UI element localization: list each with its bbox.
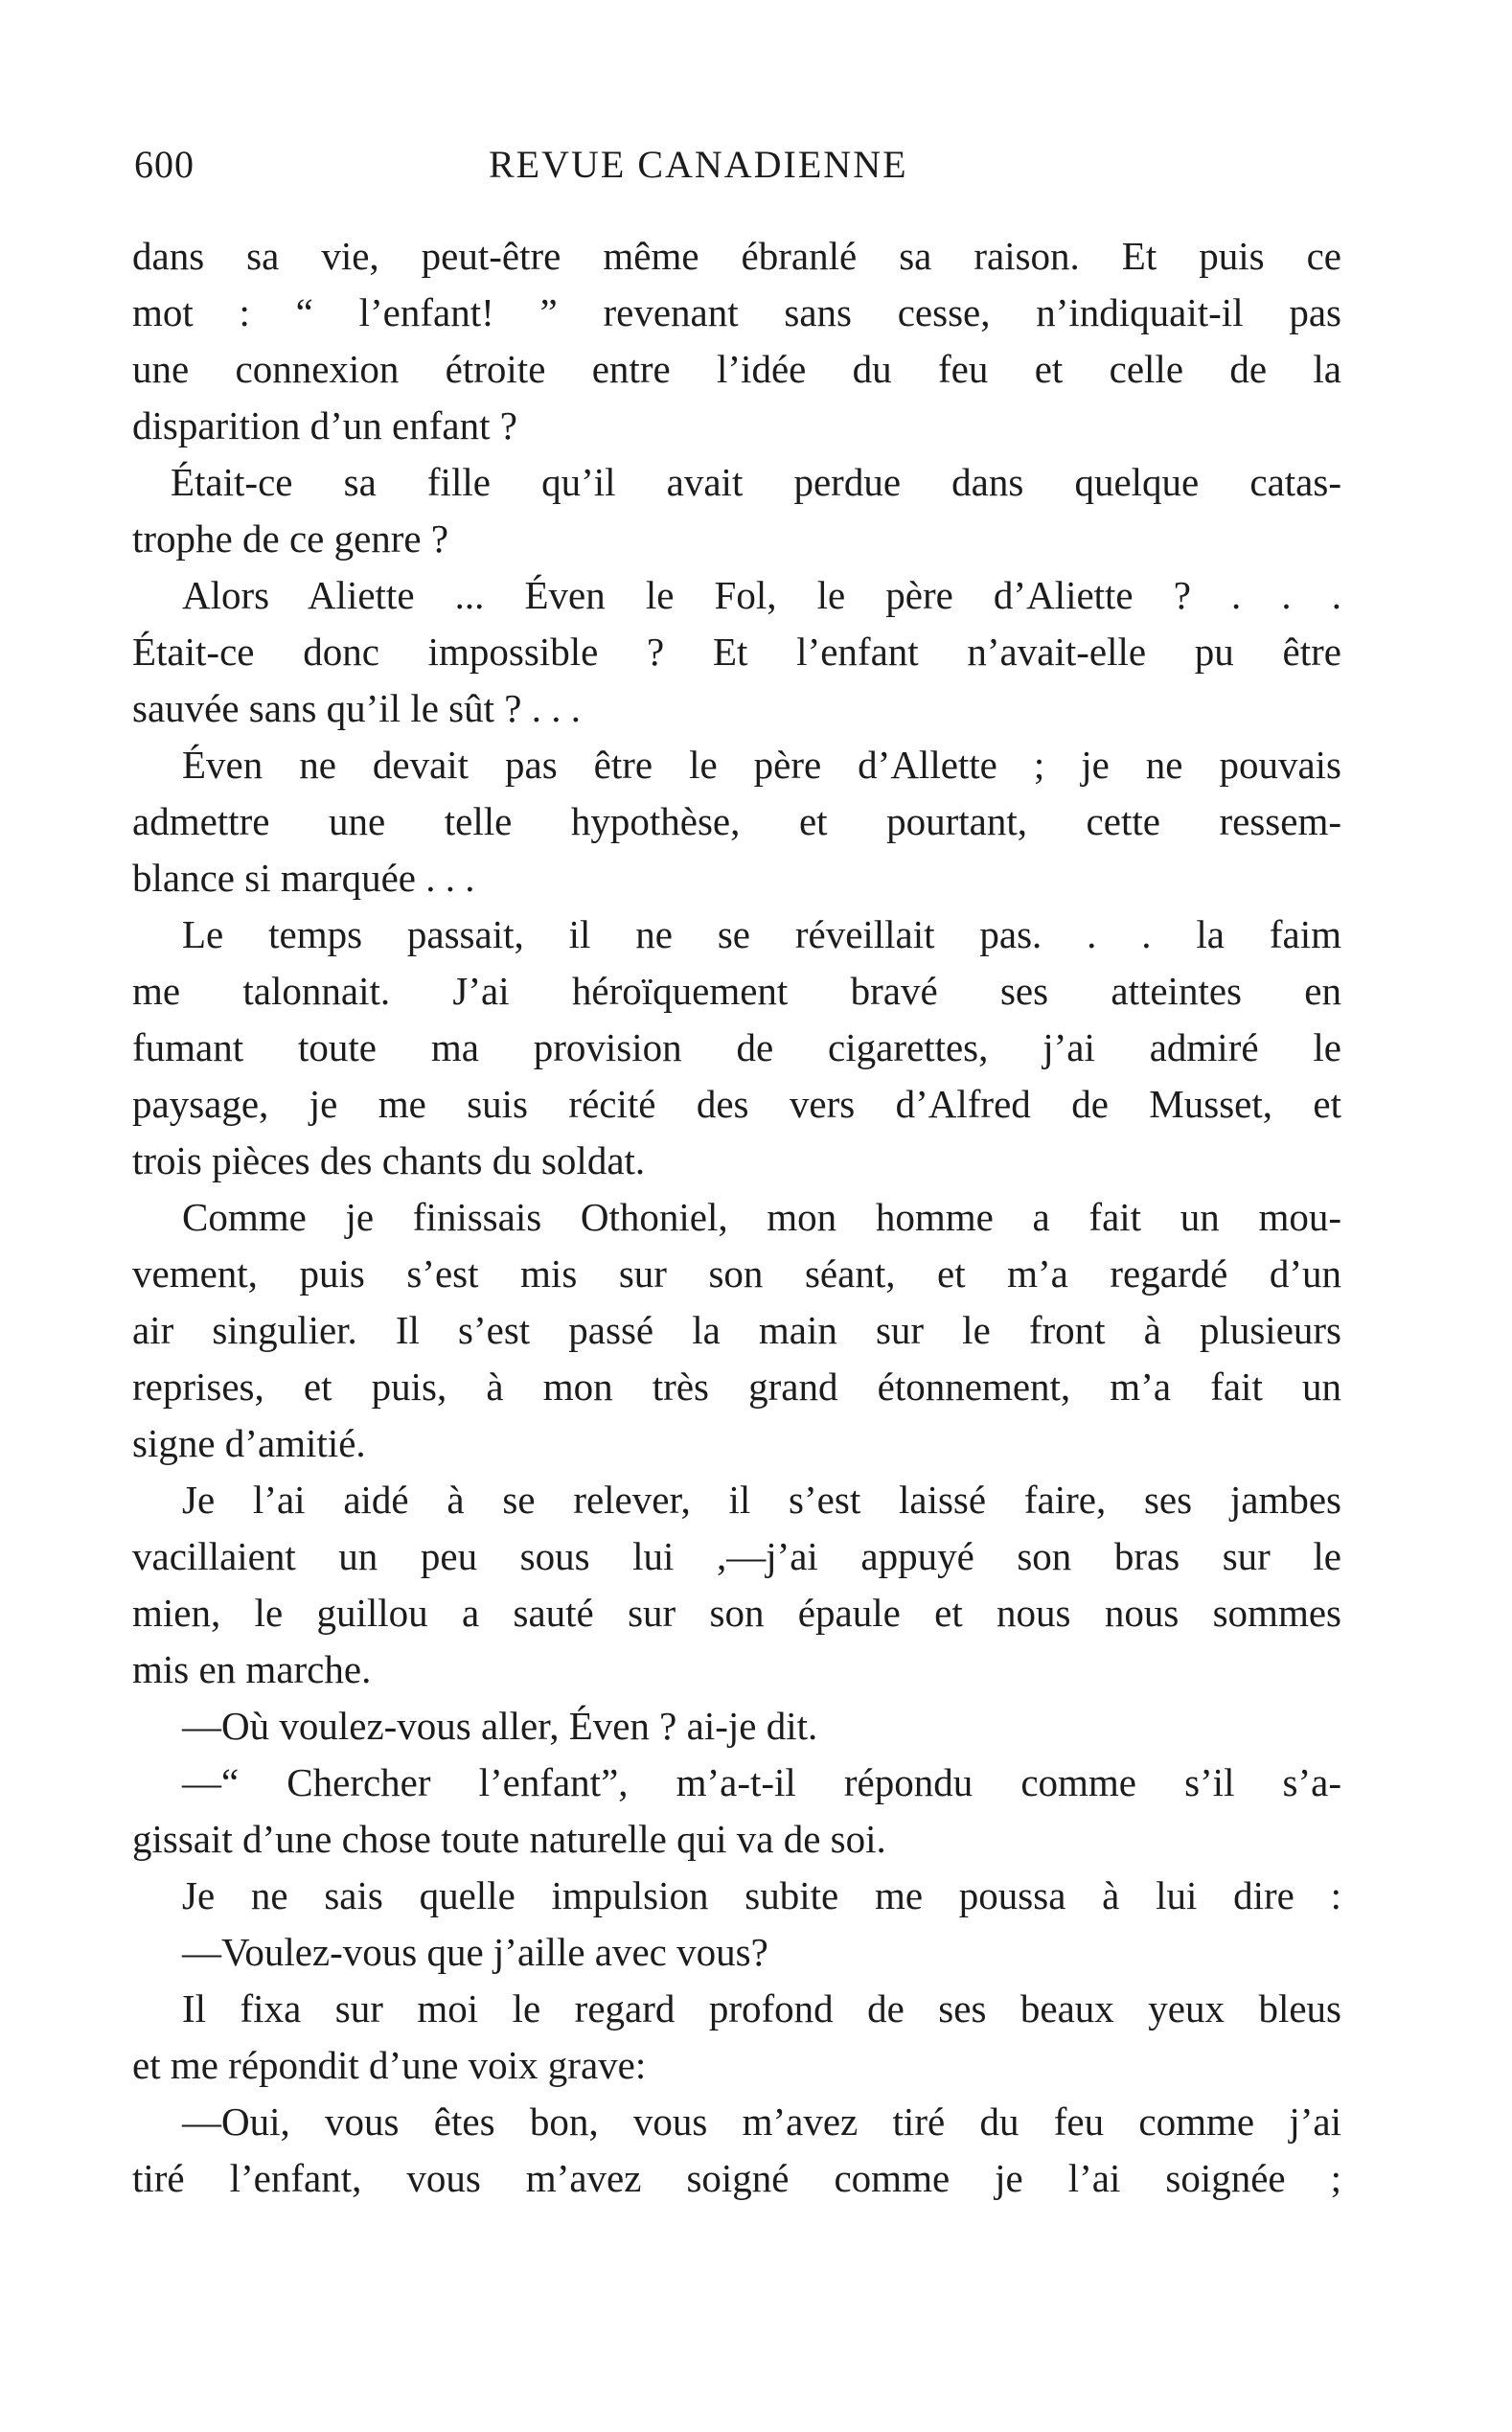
text-line: mot : “ l’enfant! ” revenant sans cesse, n’indiquait-il pas xyxy=(132,290,1341,334)
text-line: tiré l’enfant, vous m’avez soigné comme je l’ai soignée ; xyxy=(132,2156,1341,2200)
text-line: admettre une telle hypothèse, et pourtant, cette ressem- xyxy=(132,799,1341,843)
text-line: dans sa vie, peut-être même ébranlé sa raison. Et puis ce xyxy=(132,234,1341,278)
text-line: —Voulez-vous que j’aille avec vous? xyxy=(182,1930,768,1974)
text-line: une connexion étroite entre l’idée du feu et celle de la xyxy=(132,347,1341,391)
text-line: fumant toute ma provision de cigarettes, j’ai admiré le xyxy=(132,1025,1341,1069)
text-line: et me répondit d’une voix grave: xyxy=(132,2043,647,2087)
text-line: trophe de ce genre ? xyxy=(132,516,449,561)
page-number: 600 xyxy=(134,143,195,186)
text-line: air singulier. Il s’est passé la main sur le front à plusieurs xyxy=(132,1308,1341,1352)
text-line: —Où voulez-vous aller, Éven ? ai-je dit. xyxy=(182,1704,818,1748)
running-title: REVUE CANADIENNE xyxy=(489,143,908,186)
text-line: Était-ce sa fille qu’il avait perdue dans quelque catas- xyxy=(171,460,1341,504)
body-text xyxy=(132,228,1341,2207)
text-line: Il fixa sur moi le regard profond de ses beaux yeux bleus xyxy=(182,1986,1341,2030)
text-line: vacillaient un peu sous lui ,—j’ai appuyé son bras sur le xyxy=(132,1534,1341,1578)
text-line: Le temps passait, il ne se réveillait pas. . . la faim xyxy=(182,912,1341,956)
text-line: disparition d’un enfant ? xyxy=(132,403,517,447)
text-line: me talonnait. J’ai héroïquement bravé ses atteintes en xyxy=(132,969,1341,1013)
text-line: Je ne sais quelle impulsion subite me poussa à lui dire : xyxy=(182,1873,1341,1917)
text-line: Comme je finissais Othoniel, mon homme a fait un mou- xyxy=(182,1195,1341,1239)
text-line: mien, le guillou a sauté sur son épaule et nous nous sommes xyxy=(132,1591,1341,1635)
page-header xyxy=(134,142,1341,199)
text-line: reprises, et puis, à mon très grand étonnement, m’a fait un xyxy=(132,1365,1341,1409)
text-line: vement, puis s’est mis sur son séant, et m’a regardé d’un xyxy=(132,1251,1341,1296)
text-line: blance si marquée . . . xyxy=(132,856,475,900)
text-line: paysage, je me suis récité des vers d’Alfred de Musset, et xyxy=(132,1082,1341,1126)
text-line: Éven ne devait pas être le père d’Allette ; je ne pouvais xyxy=(182,743,1341,787)
text-line: gissait d’une chose toute naturelle qui va de soi. xyxy=(132,1817,886,1861)
text-line: —Oui, vous êtes bon, vous m’avez tiré du feu comme j’ai xyxy=(182,2099,1341,2144)
text-line: Je l’ai aidé à se relever, il s’est laissé faire, ses jambes xyxy=(182,1478,1341,1522)
text-line: Alors Aliette ... Éven le Fol, le père d’Aliette ? . . . xyxy=(182,573,1341,617)
text-line: sauvée sans qu’il le sût ? . . . xyxy=(132,686,581,730)
text-line: signe d’amitié. xyxy=(132,1421,366,1465)
text-line: mis en marche. xyxy=(132,1647,372,1691)
text-line: —“ Chercher l’enfant”, m’a-t-il répondu comme s’il s’a- xyxy=(182,1760,1341,1804)
text-line: trois pièces des chants du soldat. xyxy=(132,1138,646,1182)
text-line: Était-ce donc impossible ? Et l’enfant n’avait-elle pu être xyxy=(132,630,1341,674)
